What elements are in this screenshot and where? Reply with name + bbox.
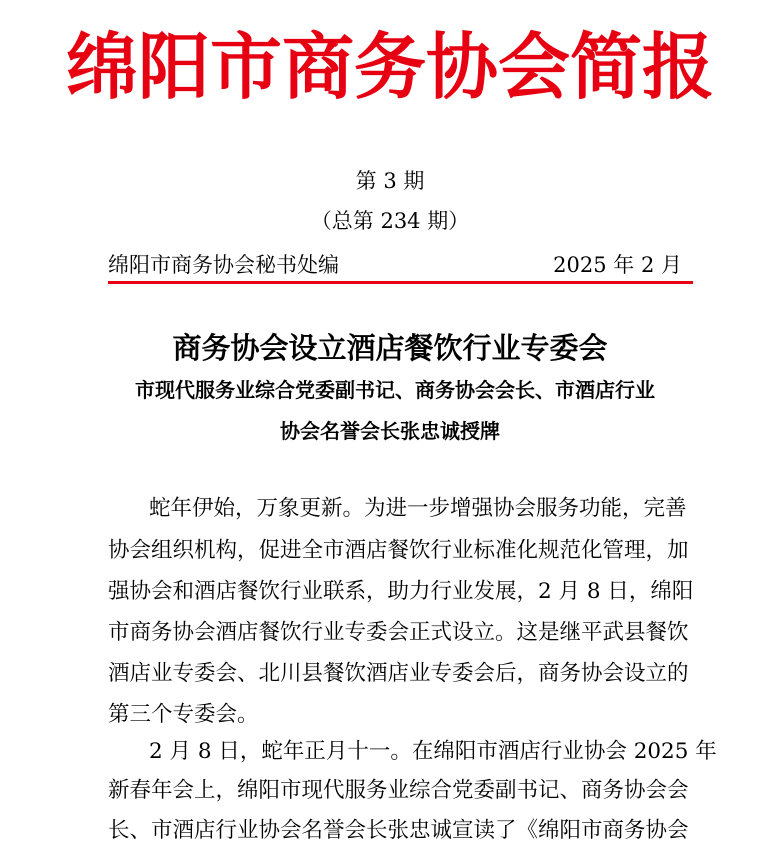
red-divider — [108, 281, 693, 284]
body-line: 强协会和酒店餐饮行业联系，助力行业发展，2 月 8 日，绵阳 — [108, 579, 694, 604]
body-line: 酒店业专委会、北川县餐饮酒店业专委会后，商务协会设立的 — [108, 661, 689, 686]
body-line: 蛇年伊始，万象更新。为进一步增强协会服务功能，完善 — [149, 496, 687, 521]
article-subtitle-line-1: 市现代服务业综合党委副书记、商务协会会长、市酒店行业 — [135, 378, 655, 402]
masthead-title: 绵阳市商务协会简报 — [65, 24, 714, 109]
body-line: 协会组织机构，促进全市酒店餐饮行业标准化规范化管理，加 — [108, 538, 689, 563]
body-line: 市商务协会酒店餐饮行业专委会正式设立。这是继平武县餐饮 — [108, 620, 689, 645]
body-line: 第三个专委会。 — [108, 702, 259, 727]
editor-name: 绵阳市商务协会秘书处编 — [108, 253, 339, 277]
body-line: 长、市酒店行业协会名誉会长张忠诚宣读了《绵阳市商务协会 — [108, 818, 689, 843]
issue-total: （总第 234 期） — [310, 209, 470, 233]
article-title: 商务协会设立酒店餐饮行业专委会 — [172, 331, 608, 365]
publish-date: 2025 年 2 月 — [553, 253, 682, 277]
body-line: 2 月 8 日，蛇年正月十一。在绵阳市酒店行业协会 2025 年 — [149, 739, 717, 764]
article-subtitle-line-2: 协会名誉会长张忠诚授牌 — [280, 419, 500, 443]
issue-number: 第 3 期 — [355, 169, 425, 193]
body-line: 新春年会上，绵阳市现代服务业综合党委副书记、商务协会会 — [108, 778, 689, 803]
